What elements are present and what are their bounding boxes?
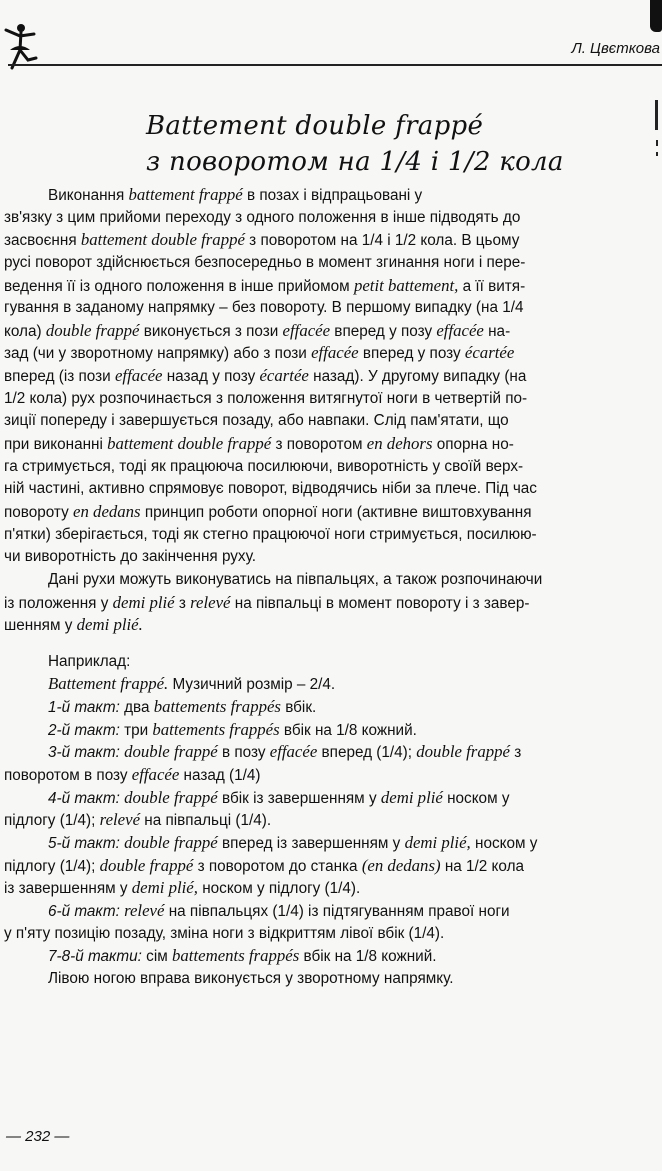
text-line <box>4 433 662 456</box>
text-span: ведення її із одного положення в інше прийомом <box>4 277 354 295</box>
text-span: засвоєння <box>4 232 81 250</box>
text-line <box>4 569 662 592</box>
text-line <box>4 524 662 547</box>
section-title <box>146 108 646 180</box>
text-line <box>4 365 662 388</box>
text-line <box>4 207 662 230</box>
text-span: вперед у позу <box>330 322 437 340</box>
text-span: повороту <box>4 503 74 521</box>
text-line <box>4 787 662 810</box>
text-line <box>4 410 662 433</box>
bar-label: 6-й такт: <box>48 902 120 920</box>
text-span: із завершенням у <box>4 880 132 898</box>
bar-label: 5-й такт: <box>48 834 120 852</box>
text-span: Наприклад: <box>48 652 131 670</box>
text-span: назад). У другому випадку (на <box>308 368 527 386</box>
ballerina-icon <box>2 20 38 70</box>
text-line <box>4 968 662 991</box>
italic-term: Battement frappé. <box>48 674 169 694</box>
bar-label: 7-8-й такти: <box>48 948 142 966</box>
text-span: з поворотом до станка <box>193 857 362 875</box>
italic-term: double frappé <box>124 832 218 852</box>
header-rule <box>8 64 662 66</box>
text-span: вперед (1/4); <box>317 744 417 762</box>
text-span: на півпальці в момент повороту і з завер- <box>230 594 530 612</box>
text-span: на- <box>483 322 511 340</box>
italic-term: battement double frappé <box>107 434 272 454</box>
text-line <box>4 320 662 343</box>
text-span: на півпальцях (1/4) із підтягуванням правої ноги <box>164 902 510 920</box>
text-span: в позах і відпрацьовані у <box>242 187 423 204</box>
text-span: з <box>509 744 522 762</box>
italic-term: demi plié <box>380 787 443 807</box>
text-line <box>4 229 662 252</box>
text-span: вбік на 1/8 кожний. <box>299 948 437 966</box>
italic-term: demi plié. <box>76 615 143 635</box>
italic-term: relevé <box>99 810 141 830</box>
text-line <box>4 809 662 832</box>
text-line <box>4 945 662 968</box>
text-span: на 1/2 кола <box>440 857 525 875</box>
text-span: назад у позу <box>162 368 260 386</box>
running-header-author: Л. Цвєткова <box>571 40 660 57</box>
italic-term: demi plié, <box>131 878 198 898</box>
text-span: сім <box>141 948 173 966</box>
body-text <box>4 184 662 990</box>
text-span: п'ятки) зберігається, тоді як стегно працюючої ноги стримується, посилюю- <box>4 525 537 543</box>
text-line <box>4 923 662 946</box>
edge-artifact <box>655 100 659 160</box>
italic-term: battements frappés <box>152 719 280 739</box>
text-line <box>4 651 662 674</box>
text-span: Виконання <box>48 187 129 204</box>
italic-term: relevé <box>190 592 231 612</box>
text-span: вперед із завершенням у <box>217 834 405 852</box>
text-line <box>4 501 662 524</box>
text-line <box>4 342 662 365</box>
text-span: носком у <box>442 789 510 807</box>
text-line <box>4 546 662 569</box>
text-span: ній частині, активно спрямовує поворот, відводячись ніби за плече. Під час <box>4 480 537 498</box>
text-line <box>4 832 662 855</box>
italic-term: effacée <box>436 320 484 340</box>
text-line <box>4 478 662 501</box>
text-span: два <box>119 699 154 717</box>
italic-term: relevé <box>124 900 165 920</box>
page-corner-mark <box>650 0 662 32</box>
italic-term: (en dedans) <box>361 855 441 875</box>
italic-term: effacée <box>311 343 359 363</box>
text-span: з <box>174 594 191 612</box>
text-line <box>4 877 662 900</box>
italic-term: petit battement, <box>353 275 459 295</box>
text-line <box>4 673 662 696</box>
text-span: на півпальці (1/4). <box>140 812 272 830</box>
title-line-2: з поворотом на 1/4 і 1/2 кола <box>146 147 564 177</box>
text-span: вперед (із пози <box>4 368 115 386</box>
text-span: шенням у <box>4 617 77 635</box>
text-span: підлогу (1/4); <box>4 857 100 875</box>
text-line <box>4 855 662 878</box>
italic-term: battements frappés <box>153 697 281 717</box>
italic-term: battement double frappé <box>80 230 245 250</box>
text-span: кола) <box>4 322 46 340</box>
text-span: зиції попереду і завершується позаду, або навпаки. Слід пам'ятати, що <box>4 412 509 430</box>
page-number: — 232 — <box>6 1128 70 1145</box>
text-line <box>4 900 662 923</box>
italic-term: écartée <box>464 343 515 363</box>
italic-term: effacée <box>114 366 163 386</box>
text-span: принцип роботи опорної ноги (активне виштовхування <box>140 503 532 521</box>
text-span: три <box>119 721 153 739</box>
italic-term: demi plié, <box>404 832 471 852</box>
text-span: а її витя- <box>458 277 526 295</box>
bar-label: 2-й такт: <box>48 721 120 739</box>
text-line <box>4 592 662 615</box>
text-line <box>4 764 662 787</box>
title-line-1: Battement double frappé <box>146 111 484 141</box>
text-span: чи виворотність до закінчення руху. <box>4 548 256 566</box>
text-span: Музичний розмір – 2/4. <box>168 676 336 694</box>
text-line <box>4 614 662 637</box>
bar-label: 3-й такт: <box>48 744 120 762</box>
text-span: при виконанні <box>4 436 108 454</box>
italic-term: battement frappé <box>128 185 243 204</box>
text-span: русі поворот здійснюється безпосередньо в момент згинання ноги і пере- <box>4 253 526 271</box>
text-span: із положення у <box>4 594 113 612</box>
text-span: зад (чи у зворотному напрямку) або з пози <box>4 345 312 363</box>
text-span: вбік із завершенням у <box>217 789 381 807</box>
text-span: вбік. <box>280 699 317 717</box>
text-line <box>4 456 662 479</box>
text-span: Дані рухи можуть виконуватись на півпальцях, а також розпочинаючи <box>48 570 543 588</box>
italic-term: effacée <box>131 765 180 785</box>
text-span: вбік на 1/8 кожний. <box>279 721 417 739</box>
text-span: підлогу (1/4); <box>4 812 100 830</box>
italic-term: effacée <box>269 742 318 762</box>
text-span: носком у <box>470 834 538 852</box>
italic-term: écartée <box>259 366 309 386</box>
text-span: га стримується, тоді як працююча посилюючи, виворотність у своїй верх- <box>4 457 524 475</box>
bar-label: 4-й такт: <box>48 789 120 807</box>
text-span: вперед у позу <box>358 345 465 363</box>
italic-term: double frappé <box>45 320 140 340</box>
text-span: зв'язку з цим прийоми переходу з одного положення в інше підводять до <box>4 208 521 226</box>
italic-term: double frappé <box>124 742 218 762</box>
text-line <box>4 252 662 275</box>
text-span: опорна но- <box>432 436 514 454</box>
text-span: виконується з пози <box>139 322 283 340</box>
italic-term: en dehors <box>366 434 433 454</box>
text-span: носком у підлогу (1/4). <box>197 880 361 898</box>
text-line <box>4 719 662 742</box>
italic-term: demi plié <box>112 592 175 612</box>
text-span: гування в заданому напрямку – без повороту. В першому випадку (на 1/4 <box>4 299 524 317</box>
italic-term: double frappé <box>99 855 194 875</box>
text-line <box>4 297 662 320</box>
text-span: поворотом в позу <box>4 767 132 785</box>
text-span: в позу <box>217 744 270 762</box>
bar-label: 1-й такт: <box>48 699 120 717</box>
text-line <box>4 388 662 411</box>
italic-term: en dedans <box>73 501 141 521</box>
paragraph-gap <box>4 637 662 651</box>
text-span: з поворотом <box>271 436 367 454</box>
text-line <box>4 275 662 298</box>
text-span: 1/2 кола) рух розпочинається з положення витягнутої ноги в четвертій по- <box>4 389 528 407</box>
italic-term: double frappé <box>416 742 510 762</box>
text-span: з поворотом на 1/4 і 1/2 кола. В цьому <box>244 232 520 250</box>
text-span: у п'яту позицію позаду, зміна ноги з відкриттям лівої вбік (1/4). <box>4 924 445 942</box>
text-line <box>4 741 662 764</box>
text-line <box>4 696 662 719</box>
italic-term: battements frappés <box>172 946 300 966</box>
text-span: Лівою ногою вправа виконується у зворотному напрямку. <box>48 969 454 987</box>
italic-term: effacée <box>282 320 331 340</box>
text-span: назад (1/4) <box>179 767 261 785</box>
text-line <box>4 184 662 207</box>
italic-term: double frappé <box>124 787 218 807</box>
